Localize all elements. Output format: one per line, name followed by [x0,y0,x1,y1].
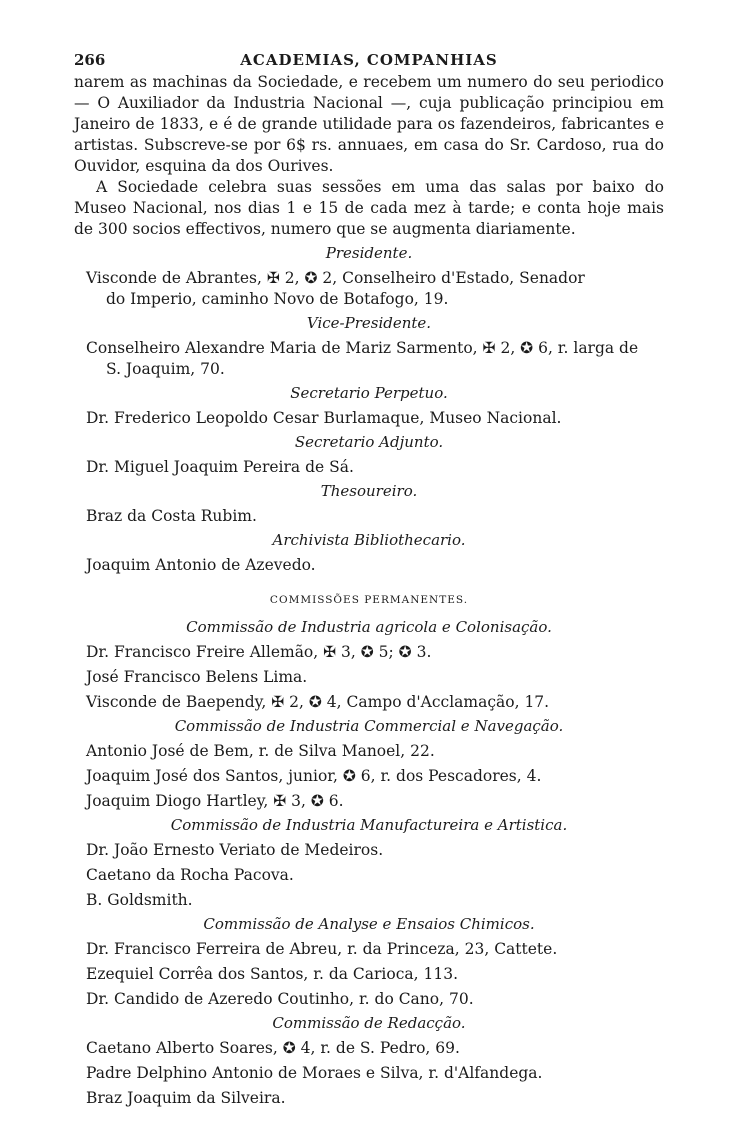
commission-member: Caetano Alberto Soares, ✪ 4, r. de S. Pedro, 69. [86,1039,460,1057]
section-title-archivista: Archivista Bibliothecario. [272,531,466,549]
section-title-secretario-perpetuo: Secretario Perpetuo. [290,384,448,402]
commission-member: Braz Joaquim da Silveira. [86,1089,286,1107]
commission-title-manufactureira: Commissão de Industria Manufactureira e Artistica. [170,816,568,834]
permanent-commissions-heading: COMMISSÕES PERMANENTES. [269,594,469,606]
commission-member: Caetano da Rocha Pacova. [86,866,294,884]
commission-member: Joaquim Diogo Hartley, ✠ 3, ✪ 6. [86,792,344,810]
page-header [74,50,664,72]
page-number: 266 [74,51,106,69]
entry-archivista: Joaquim Antonio de Azevedo. [86,556,316,574]
commission-title-agricola: Commissão de Industria agricola e Colonisação. [186,618,552,636]
section-title-presidente: Presidente. [325,244,413,262]
intro-paragraph-2: A Sociedade celebra suas sessões em uma das salas por baixo do Museo Nacional, nos dias 1 e 15 de cada mez à tarde; e conta hoje mais de 300 socios effectivos, numero que se augmenta diariamente. [74,178,664,238]
entry-presidente: Visconde de Abrantes, ✠ 2, ✪ 2, Conselheiro d'Estado, Senador do Imperio, caminho Novo de Botafogo, 19. [86,269,585,308]
commission-member: B. Goldsmith. [86,891,193,909]
commission-member: Visconde de Baependy, ✠ 2, ✪ 4, Campo d'Acclamação, 17. [86,693,550,711]
commission-member: Dr. Candido de Azeredo Coutinho, r. do Cano, 70. [86,990,474,1008]
commission-member: Antonio José de Bem, r. de Silva Manoel, 22. [86,742,435,760]
commission-member: Padre Delphino Antonio de Moraes e Silva, r. d'Alfandega. [86,1064,543,1082]
running-title: ACADEMIAS, COMPANHIAS [240,51,498,69]
commission-title-commercial: Commissão de Industria Commercial e Navegação. [174,717,564,735]
entry-secretario-adjunto: Dr. Miguel Joaquim Pereira de Sá. [86,458,354,476]
entry-thesoureiro: Braz da Costa Rubim. [86,507,257,525]
intro-paragraph-1: narem as machinas da Sociedade, e recebem um numero do seu periodico — O Auxiliador da Industria Nacional —, cuja publicação principiou em Janeiro de 1833, e é de grande utilidade para os fazendeiros, fabricantes e artistas. Subscreve-se por 6$ rs. annuaes, em casa do Sr. Cardoso, rua do Ouvidor, esquina da dos Ourives. [74,73,664,175]
entry-secretario-perpetuo: Dr. Frederico Leopoldo Cesar Burlamaque, Museo Nacional. [86,409,562,427]
commission-member: José Francisco Belens Lima. [86,668,308,686]
commission-member: Dr. Francisco Ferreira de Abreu, r. da Princeza, 23, Cattete. [86,940,558,958]
section-title-vice-presidente: Vice-Presidente. [306,314,432,332]
section-title-secretario-adjunto: Secretario Adjunto. [294,433,444,451]
commission-title-redaccao: Commissão de Redacção. [272,1014,466,1032]
commission-member: Dr. Francisco Freire Allemão, ✠ 3, ✪ 5; ✪ 3. [86,643,432,661]
commission-title-chimicos: Commissão de Analyse e Ensaios Chimicos. [203,915,535,933]
section-title-thesoureiro: Thesoureiro. [320,482,418,500]
commission-member: Dr. João Ernesto Veriato de Medeiros. [86,841,384,859]
commission-member: Joaquim José dos Santos, junior, ✪ 6, r. dos Pescadores, 4. [86,767,542,785]
entry-vice-presidente: Conselheiro Alexandre Maria de Mariz Sarmento, ✠ 2, ✪ 6, r. larga de S. Joaquim, 70. [86,339,639,378]
document-page [74,50,664,1109]
commission-member: Ezequiel Corrêa dos Santos, r. da Carioca, 113. [86,965,459,983]
